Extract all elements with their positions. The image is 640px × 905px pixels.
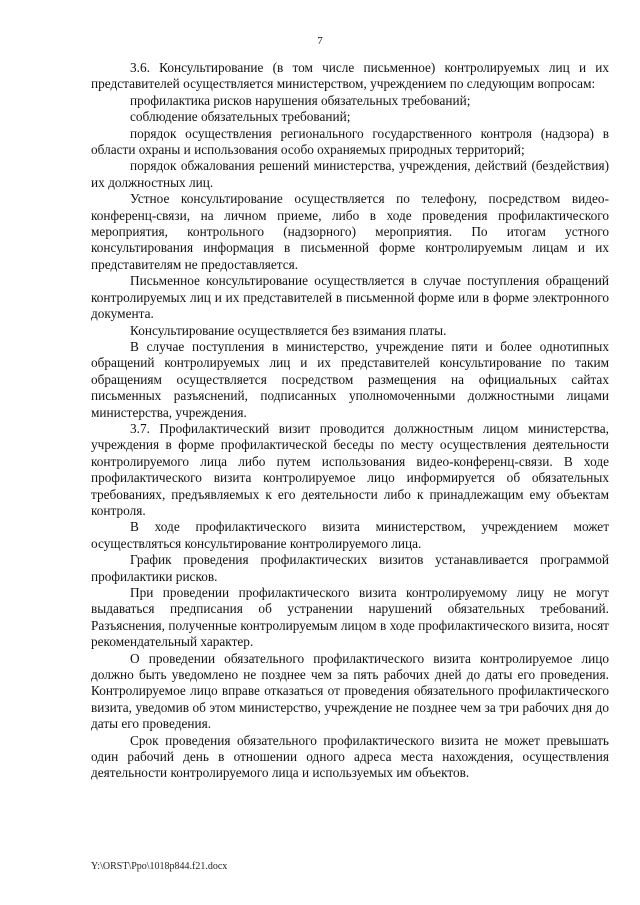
- page-number: 7: [317, 35, 323, 47]
- paragraph-list-item: соблюдение обязательных требований;: [130, 109, 351, 125]
- paragraph-mandatory-visit-notice: О проведении обязательного профилактического визита контролируемое лицо должно быть уведомлено не позднее чем за пять рабочих дней до даты его проведения. Контролируемое лицо вправе отказаться от проведения обязательного профилактического визита, уведомив об этом министерство, учреждение не позднее чем за три рабочих дня до даты его проведения.: [91, 650, 609, 732]
- paragraph-3-7-preventive-visit: 3.7. Профилактический визит проводится должностным лицом министерства, учреждения в форме профилактической беседы по месту осуществления деятельности контролируемого лица либо путем использования видео-конференц-связи. В ходе профилактического визита контролируемое лицо информируется об обязательных требованиях, предъявляемых к его деятельности либо к принадлежащим ему объектам контроля.: [91, 420, 609, 518]
- paragraph-3-6-consultation: 3.6. Консультирование (в том числе письменное) контролируемых лиц и их представителей осуществляется министерством, учреждением по следующим вопросам:: [91, 60, 609, 92]
- paragraph-multiple-requests: В случае поступления в министерство, учреждение пяти и более однотипных обращений контролируемых лиц и их представителей консультирование по таким обращениям осуществляется посредством размещения на официальных сайтах письменных разъяснений, подписанных уполномоченными должностными лицами министерства, учреждения.: [91, 338, 609, 420]
- paragraph-free-of-charge: Консультирование осуществляется без взимания платы.: [130, 322, 447, 338]
- paragraph-written-consultation: Письменное консультирование осуществляется в случае поступления обращений контролируемых лиц и их представителей в письменной форме или в форме электронного документа.: [91, 273, 609, 322]
- document-body: [91, 60, 609, 782]
- footer-file-path: Y:\ORST\Ppo\1018p844.f21.docx: [91, 861, 228, 872]
- paragraph-list-item: профилактика рисков нарушения обязательных требований;: [130, 92, 471, 108]
- paragraph-no-prescriptions: При проведении профилактического визита контролируемому лицу не могут выдаваться предписания об устранении нарушений обязательных требований. Разъяснения, полученные контролируемым лицом в ходе профилактического визита, носят рекомендательный характер.: [91, 585, 609, 650]
- paragraph-visit-schedule: График проведения профилактических визитов устанавливается программой профилактики рисков.: [91, 552, 609, 584]
- paragraph-list-item: порядок обжалования решений министерства, учреждения, действий (бездействия) их должностных лиц.: [91, 158, 609, 190]
- paragraph-oral-consultation: Устное консультирование осуществляется по телефону, посредством видео-конференц-связи, на личном приеме, либо в ходе проведения профилактического мероприятия, контрольного (надзорного) мероприятия. По итогам устного консультирования информация в письменной форме контролируемым лицам и их представителям не предоставляется.: [91, 191, 609, 272]
- paragraph-visit-duration: Срок проведения обязательного профилактического визита не может превышать один рабочий день в отношении одного адреса места нахождения, осуществления деятельности контролируемого лица и используемых им объектов.: [91, 732, 609, 781]
- paragraph-visit-consultation: В ходе профилактического визита министерством, учреждением может осуществляться консультирование контролируемого лица.: [91, 519, 609, 551]
- paragraph-list-item: порядок осуществления регионального государственного контроля (надзора) в области охраны и использования особо охраняемых природных территорий;: [91, 125, 609, 158]
